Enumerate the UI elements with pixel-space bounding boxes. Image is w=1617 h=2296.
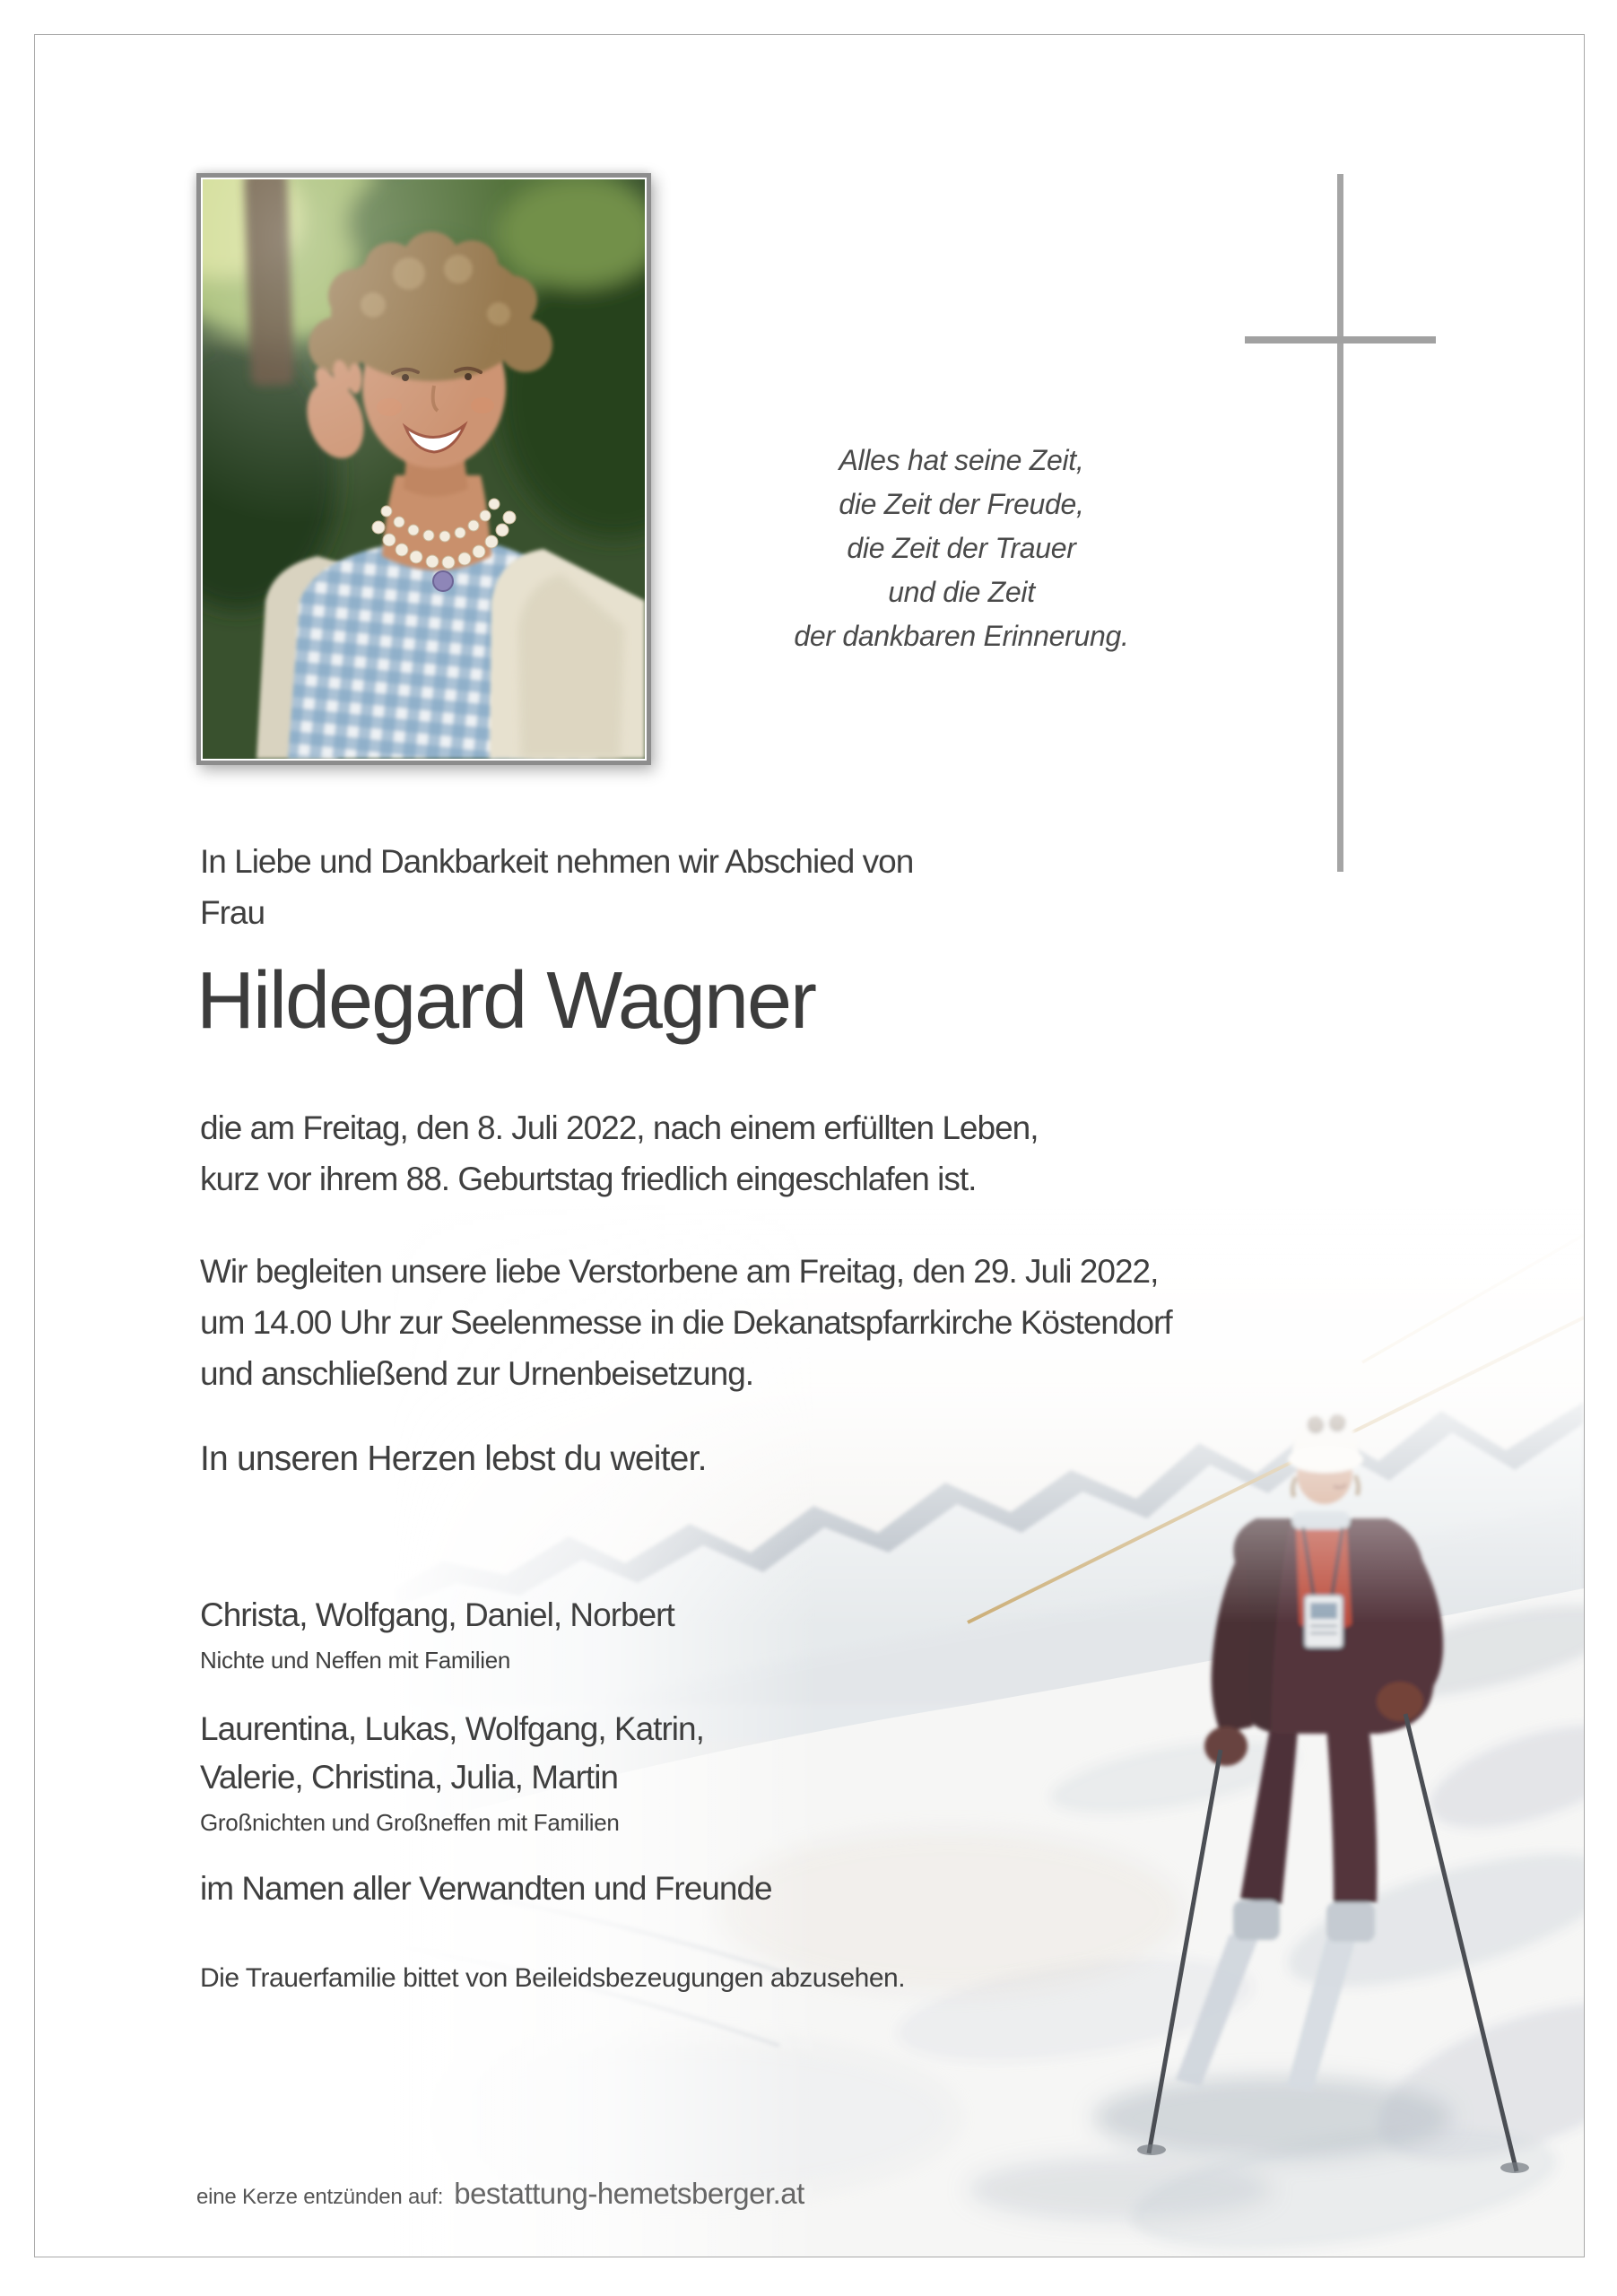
deceased-name: Hildegard Wagner [196,956,816,1046]
obituary-card [34,34,1585,2257]
funeral-service-info [200,1246,1172,1399]
poem-line: Alles hat seine Zeit, [839,444,1084,476]
mourner-relation: Nichte und Neffen mit Familien [200,1647,511,1674]
mourner-names: Valerie, Christina, Julia, Martin [200,1759,618,1796]
poem-line: der dankbaren Erinnerung. [794,620,1129,652]
service-line: Wir begleiten unsere liebe Verstorbene am Freitag, den 29. Juli 2022, [200,1253,1159,1290]
condolence-note: Die Trauerfamilie bittet von Beileidsbezeugungen abzusehen. [200,1963,906,1993]
farewell-intro [200,836,913,938]
portrait-photo-image [203,179,645,759]
passing-notice [200,1102,1039,1205]
poem-line: die Zeit der Trauer [847,532,1076,564]
portrait-photo [196,173,651,765]
cross-icon [1245,336,1436,344]
service-line: um 14.00 Uhr zur Seelenmesse in die Dekanatspfarrkirche Köstendorf [200,1304,1172,1341]
salutation: Frau [200,894,265,931]
passing-line: kurz vor ihrem 88. Geburtstag friedlich eingeschlafen ist. [200,1161,977,1197]
poem-line: die Zeit der Freude, [839,488,1084,520]
mourner-names: Laurentina, Lukas, Wolfgang, Katrin, [200,1710,704,1747]
service-line: und anschließend zur Urnenbeisetzung. [200,1355,754,1392]
memorial-motto: In unseren Herzen lebst du weiter. [200,1439,707,1478]
mourner-relation: Großnichten und Großneffen mit Familien [200,1809,620,1836]
mourner-group [200,1705,704,1838]
poem-line: und die Zeit [888,576,1035,608]
candle-label: eine Kerze entzünden auf: [196,2185,444,2209]
funeral-home-website: bestattung-hemetsberger.at [454,2177,804,2210]
memorial-poem [737,439,1186,658]
farewell-intro-line: In Liebe und Dankbarkeit nehmen wir Abschied von [200,843,914,880]
passing-line: die am Freitag, den 8. Juli 2022, nach einem erfüllten Leben, [200,1109,1039,1146]
mourner-group [200,1591,674,1675]
mourner-names: Christa, Wolfgang, Daniel, Norbert [200,1596,674,1633]
in-name-of-line: im Namen aller Verwandten und Freunde [200,1870,772,1907]
footer [196,2177,804,2211]
cross-icon [1337,174,1343,872]
